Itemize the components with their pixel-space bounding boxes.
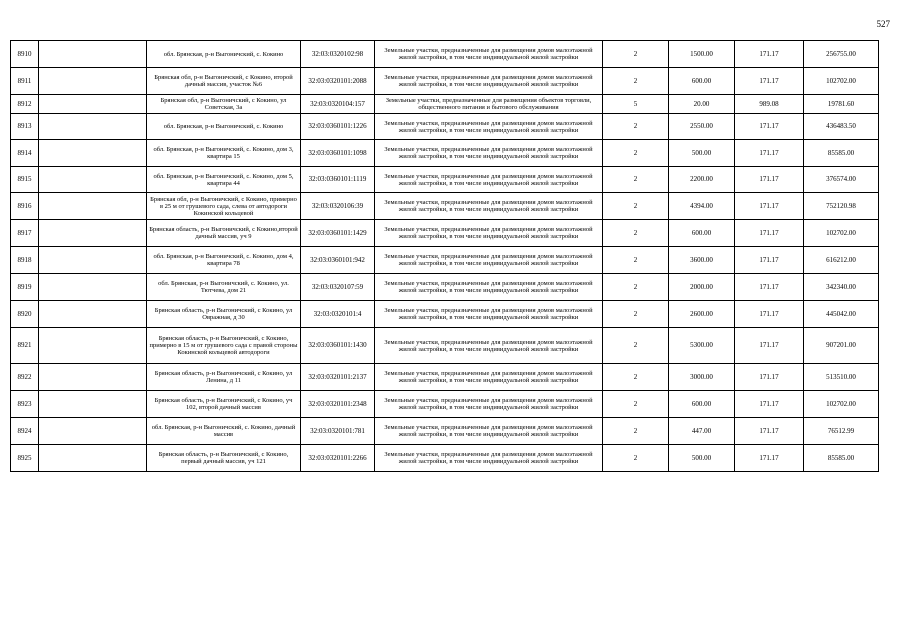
rate-cell: 171.17 [735, 140, 804, 167]
row-number-cell: 8924 [11, 418, 39, 445]
cadastral-number-cell: 32:03:0320104:157 [301, 95, 375, 114]
group-cell: 2 [603, 167, 669, 193]
table-row [11, 68, 879, 95]
row-number-cell: 8917 [11, 220, 39, 247]
table-row [11, 391, 879, 418]
table-row [11, 364, 879, 391]
rate-cell: 989.08 [735, 95, 804, 114]
address-cell: Брянская область, р-н Выгоничский, с Кокино,второй дачный массив, уч 9 [147, 220, 301, 247]
cadastral-number-cell: 32:03:0360101:1430 [301, 328, 375, 364]
group-cell: 2 [603, 445, 669, 472]
cadastral-value-cell: 256755.00 [804, 41, 879, 68]
cadastral-value-cell: 445042.00 [804, 301, 879, 328]
land-purpose-cell: Земельные участки, предназначенные для размещения домов малоэтажной жилой застройки, в том числе индивидуальной жилой застройки [375, 167, 603, 193]
land-purpose-cell: Земельные участки, предназначенные для размещения домов малоэтажной жилой застройки, в том числе индивидуальной жилой застройки [375, 445, 603, 472]
cadastral-number-cell: 32:03:0360101:942 [301, 247, 375, 274]
cadastral-number-cell: 32:03:0360101:1098 [301, 140, 375, 167]
cadastral-value-cell: 85585.00 [804, 140, 879, 167]
area-cell: 2200.00 [669, 167, 735, 193]
address-cell: Брянская обл, р-н Выгоничский, с Кокино, примерно в 25 м от грушевого сада, слева от автодороги Кокинской кольцевой [147, 193, 301, 220]
blank-cell [39, 140, 147, 167]
group-cell: 2 [603, 193, 669, 220]
cadastral-value-cell: 19781.60 [804, 95, 879, 114]
group-cell: 2 [603, 140, 669, 167]
blank-cell [39, 247, 147, 274]
cadastral-value-cell: 76512.99 [804, 418, 879, 445]
land-purpose-cell: Земельные участки, предназначенные для размещения домов малоэтажной жилой застройки, в том числе индивидуальной жилой застройки [375, 274, 603, 301]
rate-cell: 171.17 [735, 41, 804, 68]
row-number-cell: 8916 [11, 193, 39, 220]
area-cell: 600.00 [669, 391, 735, 418]
row-number-cell: 8918 [11, 247, 39, 274]
row-number-cell: 8922 [11, 364, 39, 391]
cadastral-number-cell: 32:03:0320101:2088 [301, 68, 375, 95]
land-registry-table [10, 40, 879, 472]
blank-cell [39, 114, 147, 140]
table-row [11, 167, 879, 193]
blank-cell [39, 167, 147, 193]
blank-cell [39, 445, 147, 472]
address-cell: обл. Брянская, р-н Выгоничский, с. Кокино, дачный массив [147, 418, 301, 445]
rate-cell: 171.17 [735, 418, 804, 445]
area-cell: 1500.00 [669, 41, 735, 68]
group-cell: 2 [603, 328, 669, 364]
area-cell: 500.00 [669, 140, 735, 167]
blank-cell [39, 68, 147, 95]
cadastral-value-cell: 85585.00 [804, 445, 879, 472]
cadastral-value-cell: 752120.98 [804, 193, 879, 220]
address-cell: Брянская обл, р-н Выгоничский, с Кокино, второй дачный массив, участок №6 [147, 68, 301, 95]
cadastral-value-cell: 342340.00 [804, 274, 879, 301]
rate-cell: 171.17 [735, 301, 804, 328]
cadastral-number-cell: 32:03:0320101:2137 [301, 364, 375, 391]
cadastral-number-cell: 32:03:0320106:39 [301, 193, 375, 220]
land-purpose-cell: Земельные участки, предназначенные для размещения домов малоэтажной жилой застройки, в том числе индивидуальной жилой застройки [375, 140, 603, 167]
land-purpose-cell: Земельные участки, предназначенные для размещения объектов торговли, общественного питания и бытового обслуживания [375, 95, 603, 114]
row-number-cell: 8910 [11, 41, 39, 68]
table-row [11, 193, 879, 220]
group-cell: 2 [603, 274, 669, 301]
blank-cell [39, 95, 147, 114]
row-number-cell: 8921 [11, 328, 39, 364]
group-cell: 2 [603, 114, 669, 140]
cadastral-number-cell: 32:03:0360101:1429 [301, 220, 375, 247]
blank-cell [39, 391, 147, 418]
table-row [11, 220, 879, 247]
address-cell: обл. Брянская, р-н Выгоничский, с. Кокино [147, 114, 301, 140]
blank-cell [39, 274, 147, 301]
land-purpose-cell: Земельные участки, предназначенные для размещения домов малоэтажной жилой застройки, в том числе индивидуальной жилой застройки [375, 328, 603, 364]
cadastral-number-cell: 32:03:0320101:781 [301, 418, 375, 445]
land-purpose-cell: Земельные участки, предназначенные для размещения домов малоэтажной жилой застройки, в том числе индивидуальной жилой застройки [375, 247, 603, 274]
row-number-cell: 8925 [11, 445, 39, 472]
cadastral-value-cell: 616212.00 [804, 247, 879, 274]
row-number-cell: 8911 [11, 68, 39, 95]
row-number-cell: 8920 [11, 301, 39, 328]
table-row [11, 247, 879, 274]
blank-cell [39, 301, 147, 328]
address-cell: Брянская обл, р-н Выгоничский, с Кокино, ул Советская, 3а [147, 95, 301, 114]
cadastral-number-cell: 32:03:0320101:2348 [301, 391, 375, 418]
group-cell: 5 [603, 95, 669, 114]
table-row [11, 41, 879, 68]
group-cell: 2 [603, 247, 669, 274]
cadastral-value-cell: 102702.00 [804, 391, 879, 418]
area-cell: 2600.00 [669, 301, 735, 328]
land-purpose-cell: Земельные участки, предназначенные для размещения домов малоэтажной жилой застройки, в том числе индивидуальной жилой застройки [375, 391, 603, 418]
row-number-cell: 8912 [11, 95, 39, 114]
address-cell: Брянская область, р-н Выгоничский, с Кокино, ул Ленина, д 11 [147, 364, 301, 391]
blank-cell [39, 328, 147, 364]
rate-cell: 171.17 [735, 274, 804, 301]
table-row [11, 114, 879, 140]
cadastral-number-cell: 32:03:0360101:1226 [301, 114, 375, 140]
row-number-cell: 8915 [11, 167, 39, 193]
area-cell: 600.00 [669, 220, 735, 247]
row-number-cell: 8914 [11, 140, 39, 167]
address-cell: обл. Брянская, р-н Выгоничский, с. Кокино, дом 5, квартира 44 [147, 167, 301, 193]
address-cell: обл. Брянская, р-н Выгоничский, с. Кокино, дом 3, квартира 15 [147, 140, 301, 167]
land-purpose-cell: Земельные участки, предназначенные для размещения домов малоэтажной жилой застройки, в том числе индивидуальной жилой застройки [375, 220, 603, 247]
land-purpose-cell: Земельные участки, предназначенные для размещения домов малоэтажной жилой застройки, в том числе индивидуальной жилой застройки [375, 41, 603, 68]
area-cell: 4394.00 [669, 193, 735, 220]
rate-cell: 171.17 [735, 167, 804, 193]
rate-cell: 171.17 [735, 247, 804, 274]
cadastral-number-cell: 32:03:0320102:98 [301, 41, 375, 68]
cadastral-number-cell: 32:03:0320101:4 [301, 301, 375, 328]
rate-cell: 171.17 [735, 193, 804, 220]
address-cell: обл. Брянская, р-н Выгоничский, с. Кокино, дом 4, квартира 78 [147, 247, 301, 274]
cadastral-number-cell: 32:03:0320107:59 [301, 274, 375, 301]
address-cell: Брянская область, р-н Выгоничский, с Кокино, ул Овражная, д 30 [147, 301, 301, 328]
land-purpose-cell: Земельные участки, предназначенные для размещения домов малоэтажной жилой застройки, в том числе индивидуальной жилой застройки [375, 418, 603, 445]
blank-cell [39, 220, 147, 247]
area-cell: 3600.00 [669, 247, 735, 274]
rate-cell: 171.17 [735, 364, 804, 391]
table-row [11, 328, 879, 364]
land-purpose-cell: Земельные участки, предназначенные для размещения домов малоэтажной жилой застройки, в том числе индивидуальной жилой застройки [375, 193, 603, 220]
table-row [11, 140, 879, 167]
table-row [11, 445, 879, 472]
group-cell: 2 [603, 418, 669, 445]
cadastral-value-cell: 436483.50 [804, 114, 879, 140]
rate-cell: 171.17 [735, 114, 804, 140]
area-cell: 3000.00 [669, 364, 735, 391]
table-row [11, 418, 879, 445]
rate-cell: 171.17 [735, 68, 804, 95]
registry-body [11, 41, 879, 472]
group-cell: 2 [603, 301, 669, 328]
group-cell: 2 [603, 364, 669, 391]
area-cell: 600.00 [669, 68, 735, 95]
table-row [11, 95, 879, 114]
area-cell: 20.00 [669, 95, 735, 114]
land-purpose-cell: Земельные участки, предназначенные для размещения домов малоэтажной жилой застройки, в том числе индивидуальной жилой застройки [375, 114, 603, 140]
area-cell: 500.00 [669, 445, 735, 472]
cadastral-value-cell: 102702.00 [804, 220, 879, 247]
blank-cell [39, 364, 147, 391]
group-cell: 2 [603, 391, 669, 418]
rate-cell: 171.17 [735, 445, 804, 472]
address-cell: обл. Брянская, р-н Выгоничский, с. Кокино [147, 41, 301, 68]
area-cell: 5300.00 [669, 328, 735, 364]
cadastral-value-cell: 513510.00 [804, 364, 879, 391]
row-number-cell: 8919 [11, 274, 39, 301]
group-cell: 2 [603, 220, 669, 247]
row-number-cell: 8923 [11, 391, 39, 418]
address-cell: Брянская область, р-н Выгоничский, с Кокино, первый дачный массив, уч 121 [147, 445, 301, 472]
group-cell: 2 [603, 41, 669, 68]
cadastral-value-cell: 102702.00 [804, 68, 879, 95]
rate-cell: 171.17 [735, 220, 804, 247]
page-number: 527 [876, 19, 890, 29]
land-purpose-cell: Земельные участки, предназначенные для размещения домов малоэтажной жилой застройки, в том числе индивидуальной жилой застройки [375, 301, 603, 328]
blank-cell [39, 41, 147, 68]
area-cell: 447.00 [669, 418, 735, 445]
area-cell: 2000.00 [669, 274, 735, 301]
blank-cell [39, 193, 147, 220]
table-row [11, 274, 879, 301]
cadastral-value-cell: 907201.00 [804, 328, 879, 364]
blank-cell [39, 418, 147, 445]
area-cell: 2550.00 [669, 114, 735, 140]
land-purpose-cell: Земельные участки, предназначенные для размещения домов малоэтажной жилой застройки, в том числе индивидуальной жилой застройки [375, 364, 603, 391]
table-row [11, 301, 879, 328]
address-cell: обл. Брянская, р-н Выгоничский, с. Кокино, ул. Тютчева, дом 21 [147, 274, 301, 301]
cadastral-value-cell: 376574.00 [804, 167, 879, 193]
address-cell: Брянская область, р-н Выгоничский, с Кокино, примерно в 15 м от грушевого сада с правой стороны Кокинской кольцевой автодороги [147, 328, 301, 364]
group-cell: 2 [603, 68, 669, 95]
row-number-cell: 8913 [11, 114, 39, 140]
rate-cell: 171.17 [735, 391, 804, 418]
address-cell: Брянская область, р-н Выгоничский, с Кокино, уч 102, второй дачный массив [147, 391, 301, 418]
rate-cell: 171.17 [735, 328, 804, 364]
land-purpose-cell: Земельные участки, предназначенные для размещения домов малоэтажной жилой застройки, в том числе индивидуальной жилой застройки [375, 68, 603, 95]
cadastral-number-cell: 32:03:0360101:1119 [301, 167, 375, 193]
cadastral-number-cell: 32:03:0320101:2266 [301, 445, 375, 472]
